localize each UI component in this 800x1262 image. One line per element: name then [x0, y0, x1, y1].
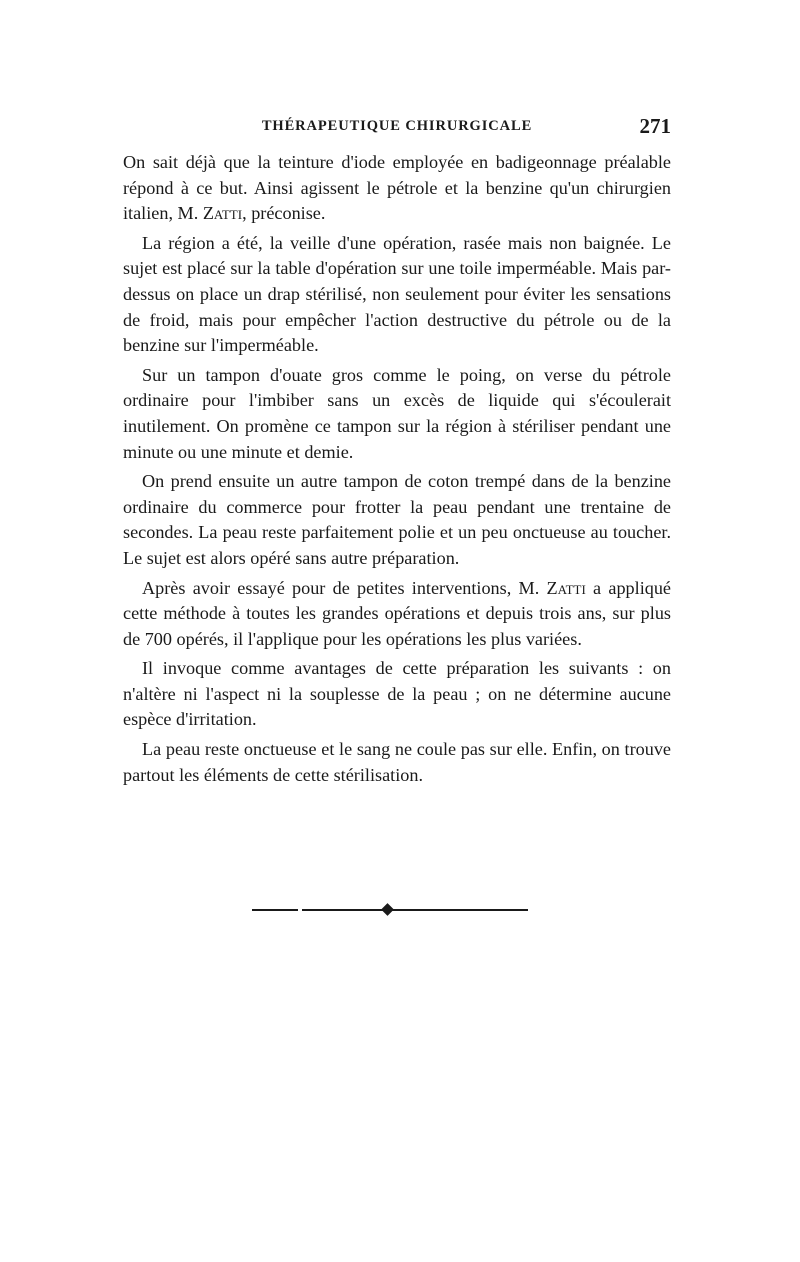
author-name-zatti: Zatti [202, 203, 243, 224]
ornament-left-rule [302, 909, 384, 911]
author-name-zatti: Zatti [546, 577, 586, 598]
paragraph-6: Il invoque comme avantages de cette préparation les suivants : on n'altère ni l'aspect ni la souplesse de la peau ; on ne détermine aucune espèce d'irritation. [123, 658, 671, 730]
body-text [123, 150, 671, 792]
paragraph-3: Sur un tampon d'ouate gros comme le poing, on verse du pétrole ordinaire pour l'imbiber sans un excès de liquide qui s'écoulerait inutilement. On promène ce tampon sur la région à stériliser pendant une minute ou une minute et demie. [123, 364, 671, 462]
end-ornament-rule [252, 903, 528, 917]
ornament-left-dash [252, 909, 298, 911]
paragraph-1: On sait déjà que la teinture d'iode employée en badigeonnage préalable répond à ce but. Ainsi agissent le pétrole et la benzine qu'un chirurgien italien, M. Zatti, préconise. [123, 152, 671, 224]
paragraph-4: On prend ensuite un autre tampon de coton trempé dans de la benzine ordinaire du commerce pour frotter la peau pendant une trentaine de secondes. La peau reste parfaitement polie et un peu onctueuse au toucher. Le sujet est alors opéré sans autre préparation. [123, 471, 671, 568]
paragraph-2: La région a été, la veille d'une opération, rasée mais non baignée. Le sujet est placé sur la table d'opération sur une toile imperméable. Mais par-dessus on place un drap stérilisé, non seulement pour éviter les sensations de froid, mais pour empêcher l'action destructive du pétrole ou de la benzine sur l'imperméable. [123, 232, 671, 356]
paragraph-5: Après avoir essayé pour de petites interventions, M. Zatti a appliqué cette méthode à toutes les grandes opérations et depuis trois ans, sur plus de 700 opérés, il l'applique pour les opérations les plus variées. [123, 577, 672, 649]
ornament-right-rule [392, 909, 528, 911]
paragraph-7: La peau reste onctueuse et le sang ne coule pas sur elle. Enfin, on trouve partout les éléments de cette stérilisation. [123, 739, 671, 785]
page-number: 271 [639, 114, 671, 138]
running-header [123, 114, 671, 138]
running-title: THÉRAPEUTIQUE CHIRURGICALE [261, 118, 533, 134]
